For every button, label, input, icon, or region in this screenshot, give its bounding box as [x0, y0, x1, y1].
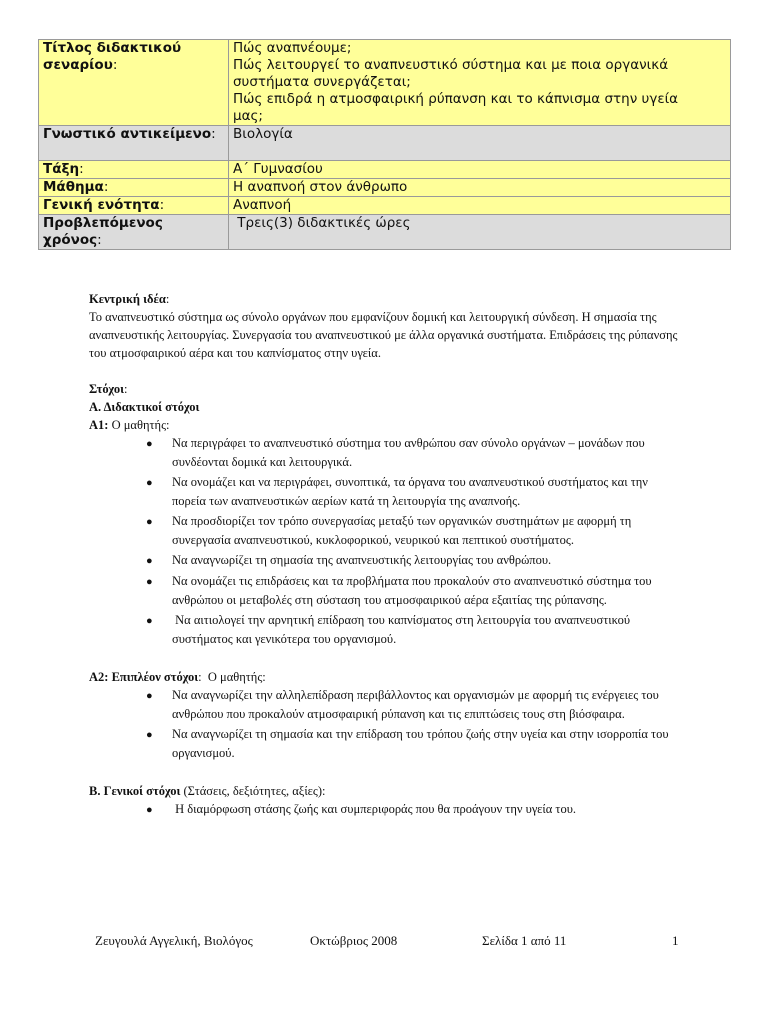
b-list [89, 800, 679, 819]
list-item: ● Να προσδιορίζει τον τρόπο συνεργασίας μεταξύ των οργανικών συστημάτων με αφορμή τη συνεργασία αναπνευστικού, κυκλοφορικού, νευρικού και πεπτικού συστήματος. [146, 514, 632, 547]
bullet-dot-icon: ● [146, 516, 153, 528]
row-subject-key: Γνωστικό αντικείμενο: [39, 126, 229, 161]
row-grade-key: Τάξη: [39, 161, 229, 179]
a1-list [89, 434, 679, 648]
row-grade-value: Α΄ Γυμνασίου [229, 161, 731, 179]
central-idea: Κεντρική ιδέα: [89, 292, 170, 306]
row-duration [39, 215, 731, 250]
row-duration-key: Προβλεπόμενος χρόνος: [39, 215, 229, 250]
document-body [89, 290, 679, 821]
list-item: ● Να αναγνωρίζει τη σημασία και την επίδραση του τρόπου ζωής στην υγεία και στην ισορροπία του οργανισμού. [146, 727, 669, 760]
bullet-dot-icon: ● [146, 555, 153, 567]
central-idea-label: Κεντρική ιδέα [89, 292, 166, 306]
footer-page-label: Σελίδα 1 από 11 [482, 933, 567, 948]
row-subject [39, 126, 731, 161]
row-duration-value: Τρεις(3) διδακτικές ώρες [229, 215, 731, 250]
bullet-dot-icon: ● [146, 804, 153, 816]
a2-list [89, 686, 679, 762]
a2-heading: Α2: Επιπλέον στόχοι: Ο μαθητής: [89, 670, 266, 684]
footer-date: Οκτώβριος 2008 [310, 933, 398, 948]
row-unit-key: Γενική ενότητα: [39, 197, 229, 215]
bullet-dot-icon: ● [146, 729, 153, 741]
row-title [39, 40, 731, 126]
bullet-dot-icon: ● [146, 690, 153, 702]
row-unit [39, 197, 731, 215]
row-course [39, 179, 731, 197]
bullet-dot-icon: ● [146, 615, 153, 627]
row-course-key: Μάθημα: [39, 179, 229, 197]
list-item: ● Να περιγράφει το αναπνευστικό σύστημα του ανθρώπου σαν σύνολο οργάνων – μονάδων που συνδέονται δομικά και λειτουργικά. [146, 436, 645, 469]
list-item: ● Να αιτιολογεί την αρνητική επίδραση του καπνίσματος στη λειτουργία του αναπνευστικού συστήματος και γενικότερα του οργανισμού. [146, 613, 634, 646]
goals-heading: Στόχοι: [89, 382, 128, 396]
list-item: ● Να ονομάζει τις επιδράσεις και τα προβλήματα που προκαλούν στο αναπνευστικό σύστημα του ανθρώπου οι μεταβολές στη σύσταση του ατμοσφαιρικού αέρα εξαιτίας της ρύπανσης. [146, 574, 652, 607]
list-item: ● Να αναγνωρίζει τη σημασία της αναπνευστικής λειτουργίας του ανθρώπου. [89, 551, 679, 570]
footer-author: Ζευγουλά Αγγελική, Βιολόγος [95, 933, 253, 948]
list-item: ● Η διαμόρφωση στάσης ζωής και συμπεριφοράς που θα προάγουν την υγεία του. [89, 800, 679, 819]
section-b-heading: Β. Γενικοί στόχοι (Στάσεις, δεξιότητες, αξίες): [89, 784, 326, 798]
bullet-dot-icon: ● [146, 576, 153, 588]
a1-heading: Α1: Ο μαθητής: [89, 418, 170, 432]
scenario-info-table [38, 39, 731, 250]
row-subject-value: Βιολογία [229, 126, 731, 161]
bullet-dot-icon: ● [146, 477, 153, 489]
row-title-key: Τίτλος διδακτικού σεναρίου: [39, 40, 229, 126]
list-item: ● Να ονομάζει και να περιγράφει, συνοπτικά, τα όργανα του αναπνευστικού συστήματος και την πορεία των αναπνευστικών αερίων κατά τη λειτουργία της αναπνοής. [146, 475, 648, 508]
row-title-value: Πώς αναπνέουμε; Πώς λειτουργεί το αναπνευστικό σύστημα και με ποια οργανικά συστήματα συνεργάζεται; Πώς επιδρά η ατμοσφαιρική ρύπανση και το κάπνισμα στην υγεία μας; [229, 40, 731, 126]
list-item: ● Να αναγνωρίζει την αλληλεπίδραση περιβάλλοντος και οργανισμών με αφορμή τις ενέργειες του ανθρώπου που προκαλούν ατμοσφαιρική ρύπανση και τις επιπτώσεις τους στη βιόσφαιρα. [146, 688, 659, 721]
section-a-heading: Α. Διδακτικοί στόχοι [89, 400, 200, 414]
row-unit-value: Αναπνοή [229, 197, 731, 215]
bullet-dot-icon: ● [146, 438, 153, 450]
row-grade [39, 161, 731, 179]
row-course-value: Η αναπνοή στον άνθρωπο [229, 179, 731, 197]
footer-page-number: 1 [672, 933, 679, 948]
central-idea-text: Το αναπνευστικό σύστημα ως σύνολο οργάνων που εμφανίζουν δομική και λειτουργική σύνδεση. Η σημασία της αναπνευστικής λειτουργίας. Συνεργασία του αναπνευστικού με άλλα οργανικά συστήματα. Επιδράσεις της ρύπανσης του ατμοσφαιρικού αέρα και του καπνίσματος στην υγεία. [89, 310, 678, 360]
